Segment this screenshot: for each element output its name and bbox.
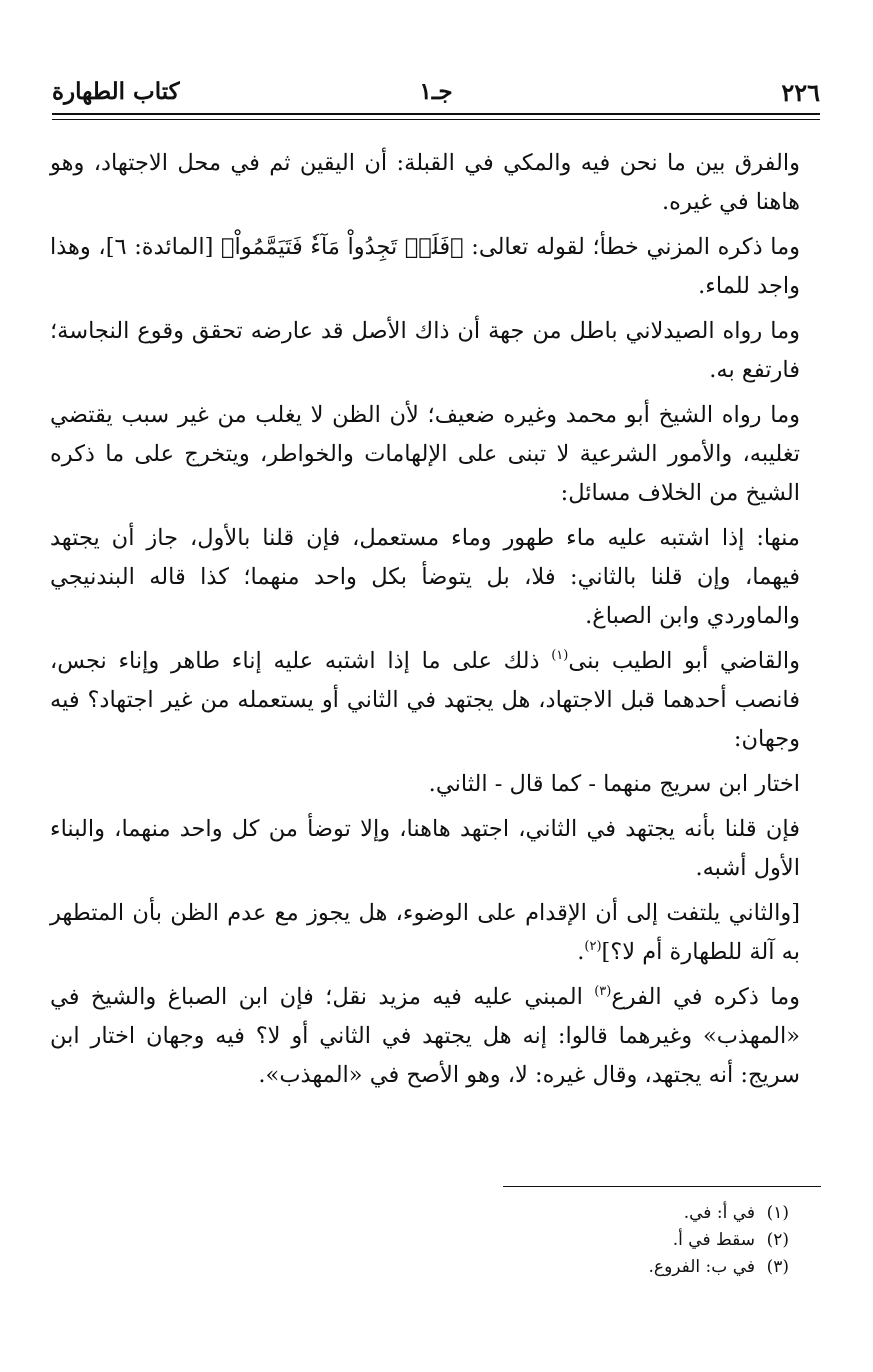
paragraph-text: والقاضي أبو الطيب بنى	[568, 648, 800, 674]
paragraph	[50, 642, 822, 759]
footnote-ref: (٢)	[584, 939, 602, 954]
paragraph: وما رواه الشيخ أبو محمد وغيره ضعيف؛ لأن الظن لا يغلب من غير سبب يقتضي تغليبه، والأمور الشرعية لا تبنى على الإلهامات والخواطر، ويتخرج على ما ذكره الشيخ من الخلاف مسائل:	[50, 402, 800, 506]
paragraph-text: .	[577, 939, 585, 965]
paragraph: فإن قلنا بأنه يجتهد في الثاني، اجتهد هاهنا، وإلا توضأ من كل واحد منهما، والبناء الأول أشبه.	[50, 816, 800, 881]
paragraph-text: وما ذكره المزني خطأ؛ لقوله تعالى:	[463, 234, 801, 260]
footnote-text: في أ: في.	[683, 1203, 755, 1223]
paragraph-text: [والثاني يلتفت إلى أن الإقدام على الوضوء، هل يجوز مع عدم الظن بأن المتطهر به آلة للطهارة أم لا؟]	[50, 900, 800, 965]
footnote	[89, 1200, 789, 1227]
main-text	[50, 144, 822, 1101]
volume-label: جـ١	[419, 78, 453, 105]
header-rule-thick	[52, 113, 820, 115]
footnote-separator	[503, 1186, 821, 1187]
paragraph-text: ذلك على ما إذا اشتبه عليه إناء طاهر وإناء نجس، فانصب أحدهما قبل الاجتهاد، هل يجتهد في الثاني أو يستعمله من غير اجتهاد؟ فيه وجهان:	[50, 648, 800, 752]
header-rule-thin	[52, 119, 820, 120]
footnote-text: في ب: الفروع.	[648, 1257, 755, 1277]
paragraph	[50, 894, 822, 972]
quran-verse: ﴿فَلَمۡ تَجِدُواْ مَآءٗ فَتَيَمَّمُواْ﴾	[221, 234, 464, 260]
paragraph-text: وما ذكره في الفرع	[611, 984, 800, 1010]
footnote	[89, 1254, 789, 1281]
footnote	[89, 1227, 789, 1254]
footnote-text: سقط في أ.	[672, 1230, 755, 1250]
paragraph: وما رواه الصيدلاني باطل من جهة أن ذاك الأصل قد عارضه تحقق وقوع النجاسة؛ فارتفع به.	[50, 318, 800, 383]
running-header	[52, 72, 820, 112]
footnote-number: (٢)	[766, 1230, 789, 1250]
paragraph-text: [المائدة: ٦]، وهذا واجد للماء.	[50, 234, 800, 299]
paragraph	[50, 228, 822, 306]
paragraph	[50, 978, 822, 1095]
page-number: ٢٢٦	[781, 78, 820, 107]
footnote-number: (١)	[766, 1203, 789, 1223]
footnote-number: (٣)	[766, 1257, 789, 1277]
footnote-ref: (٣)	[594, 984, 612, 999]
footnotes	[89, 1200, 789, 1281]
footnote-ref: (١)	[551, 648, 569, 663]
paragraph: والفرق بين ما نحن فيه والمكي في القبلة: أن اليقين ثم في محل الاجتهاد، وهو هاهنا في غيره.	[50, 150, 800, 215]
paragraph: اختار ابن سريج منهما - كما قال - الثاني.	[428, 771, 800, 797]
paragraph: منها: إذا اشتبه عليه ماء طهور وماء مستعمل، فإن قلنا بالأول، جاز أن يجتهد فيهما، وإن قلنا بالثاني: فلا، بل يتوضأ بكل واحد منهما؛ كذا قاله البندنيجي والماوردي وابن الصباغ.	[50, 525, 800, 629]
paragraph-text: المبني عليه فيه مزيد نقل؛ فإن ابن الصباغ والشيخ في «المهذب» وغيرهما قالوا: إنه هل يجتهد في الثاني أو لا؟ فيه وجهان اختار ابن سريج: أنه يجتهد، وقال غيره: لا، وهو الأصح في «المهذب».	[50, 984, 800, 1088]
book-title: كتاب الطهارة	[52, 78, 180, 105]
